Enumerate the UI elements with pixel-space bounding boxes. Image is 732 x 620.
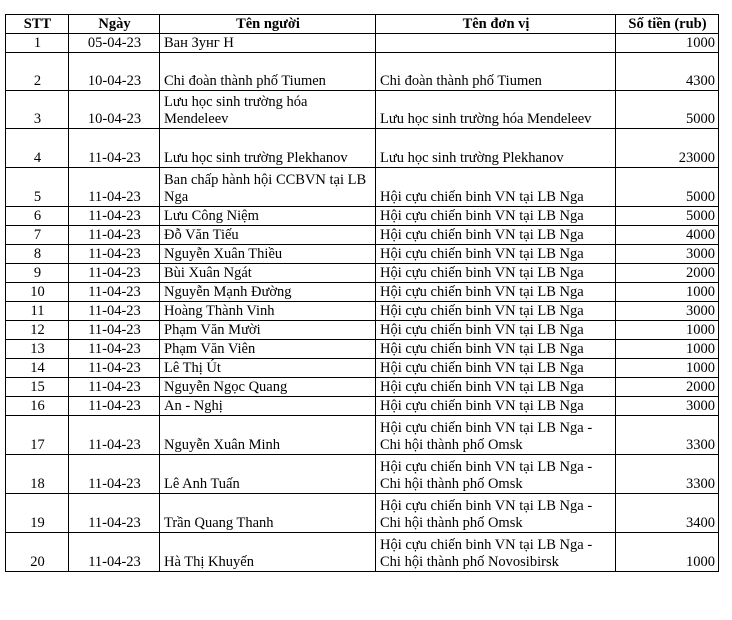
cell-name: Lưu học sinh trường hóa Mendeleev	[160, 91, 376, 129]
cell-unit: Hội cựu chiến binh VN tại LB Nga	[376, 321, 616, 340]
table-row	[6, 53, 719, 91]
cell-date: 11-04-23	[69, 455, 160, 494]
cell-name: Nguyễn Ngọc Quang	[160, 378, 376, 397]
cell-date: 11-04-23	[69, 283, 160, 302]
cell-unit: Hội cựu chiến binh VN tại LB Nga	[376, 359, 616, 378]
table-header-row	[6, 15, 719, 34]
cell-unit: Hội cựu chiến binh VN tại LB Nga	[376, 302, 616, 321]
cell-date: 11-04-23	[69, 533, 160, 572]
cell-name: An - Nghị	[160, 397, 376, 416]
cell-stt: 5	[6, 168, 69, 207]
table-row	[6, 321, 719, 340]
cell-amount: 3400	[616, 494, 719, 533]
cell-stt: 13	[6, 340, 69, 359]
table-row	[6, 397, 719, 416]
cell-amount: 3000	[616, 245, 719, 264]
table-row	[6, 207, 719, 226]
cell-unit: Hội cựu chiến binh VN tại LB Nga	[376, 207, 616, 226]
table-row	[6, 34, 719, 53]
donation-table	[5, 14, 719, 572]
table-row	[6, 340, 719, 359]
cell-amount: 2000	[616, 264, 719, 283]
table-row	[6, 226, 719, 245]
header-stt: STT	[6, 15, 69, 34]
cell-amount: 1000	[616, 340, 719, 359]
cell-stt: 12	[6, 321, 69, 340]
cell-amount: 3000	[616, 397, 719, 416]
cell-unit: Hội cựu chiến binh VN tại LB Nga - Chi hội thành phố Novosibirsk	[376, 533, 616, 572]
header-amount: Số tiền (rub)	[616, 15, 719, 34]
cell-date: 11-04-23	[69, 416, 160, 455]
cell-stt: 8	[6, 245, 69, 264]
cell-date: 11-04-23	[69, 359, 160, 378]
table-row	[6, 91, 719, 129]
cell-stt: 6	[6, 207, 69, 226]
cell-name: Chi đoàn thành phố Tiumen	[160, 53, 376, 91]
cell-stt: 4	[6, 129, 69, 168]
cell-unit: Hội cựu chiến binh VN tại LB Nga - Chi hội thành phố Omsk	[376, 494, 616, 533]
cell-amount: 1000	[616, 283, 719, 302]
cell-date: 10-04-23	[69, 91, 160, 129]
cell-date: 11-04-23	[69, 129, 160, 168]
cell-name: Hà Thị Khuyến	[160, 533, 376, 572]
table-row	[6, 494, 719, 533]
cell-amount: 5000	[616, 207, 719, 226]
cell-stt: 16	[6, 397, 69, 416]
cell-amount: 2000	[616, 378, 719, 397]
cell-name: Bùi Xuân Ngát	[160, 264, 376, 283]
cell-stt: 10	[6, 283, 69, 302]
cell-unit: Lưu học sinh trường hóa Mendeleev	[376, 91, 616, 129]
table-row	[6, 168, 719, 207]
cell-amount: 1000	[616, 321, 719, 340]
cell-unit: Chi đoàn thành phố Tiumen	[376, 53, 616, 91]
cell-unit: Hội cựu chiến binh VN tại LB Nga	[376, 168, 616, 207]
table-row	[6, 533, 719, 572]
table-row	[6, 283, 719, 302]
cell-date: 11-04-23	[69, 397, 160, 416]
table-row	[6, 416, 719, 455]
cell-name: Lưu Công Niệm	[160, 207, 376, 226]
header-unit: Tên đơn vị	[376, 15, 616, 34]
cell-amount: 1000	[616, 34, 719, 53]
cell-name: Lê Thị Út	[160, 359, 376, 378]
cell-stt: 15	[6, 378, 69, 397]
cell-name: Hoàng Thành Vinh	[160, 302, 376, 321]
cell-stt: 2	[6, 53, 69, 91]
cell-stt: 14	[6, 359, 69, 378]
cell-stt: 7	[6, 226, 69, 245]
cell-date: 10-04-23	[69, 53, 160, 91]
cell-name: Đỗ Văn Tiếu	[160, 226, 376, 245]
cell-unit: Hội cựu chiến binh VN tại LB Nga	[376, 283, 616, 302]
cell-amount: 3300	[616, 416, 719, 455]
cell-name: Lê Anh Tuấn	[160, 455, 376, 494]
cell-stt: 17	[6, 416, 69, 455]
cell-stt: 3	[6, 91, 69, 129]
cell-unit: Hội cựu chiến binh VN tại LB Nga	[376, 226, 616, 245]
table-row	[6, 302, 719, 321]
cell-amount: 1000	[616, 359, 719, 378]
cell-unit: Hội cựu chiến binh VN tại LB Nga - Chi hội thành phố Omsk	[376, 416, 616, 455]
cell-amount: 5000	[616, 168, 719, 207]
cell-name: Nguyễn Xuân Thiều	[160, 245, 376, 264]
cell-unit: Hội cựu chiến binh VN tại LB Nga	[376, 378, 616, 397]
header-name: Tên người	[160, 15, 376, 34]
cell-date: 11-04-23	[69, 168, 160, 207]
cell-unit: Hội cựu chiến binh VN tại LB Nga - Chi hội thành phố Omsk	[376, 455, 616, 494]
cell-date: 05-04-23	[69, 34, 160, 53]
table-row	[6, 359, 719, 378]
cell-date: 11-04-23	[69, 378, 160, 397]
cell-amount: 23000	[616, 129, 719, 168]
cell-date: 11-04-23	[69, 302, 160, 321]
cell-amount: 1000	[616, 533, 719, 572]
cell-date: 11-04-23	[69, 226, 160, 245]
cell-unit: Hội cựu chiến binh VN tại LB Nga	[376, 245, 616, 264]
cell-date: 11-04-23	[69, 207, 160, 226]
cell-unit: Hội cựu chiến binh VN tại LB Nga	[376, 340, 616, 359]
cell-stt: 1	[6, 34, 69, 53]
cell-name: Ban chấp hành hội CCBVN tại LB Nga	[160, 168, 376, 207]
cell-unit	[376, 34, 616, 53]
table-row	[6, 455, 719, 494]
cell-name: Nguyễn Mạnh Đường	[160, 283, 376, 302]
cell-amount: 5000	[616, 91, 719, 129]
cell-date: 11-04-23	[69, 494, 160, 533]
cell-stt: 20	[6, 533, 69, 572]
cell-date: 11-04-23	[69, 264, 160, 283]
cell-name: Nguyễn Xuân Minh	[160, 416, 376, 455]
cell-date: 11-04-23	[69, 245, 160, 264]
cell-stt: 18	[6, 455, 69, 494]
cell-amount: 4000	[616, 226, 719, 245]
cell-name: Trần Quang Thanh	[160, 494, 376, 533]
cell-name: Lưu học sinh trường Plekhanov	[160, 129, 376, 168]
cell-name: Phạm Văn Viên	[160, 340, 376, 359]
cell-amount: 3300	[616, 455, 719, 494]
cell-stt: 11	[6, 302, 69, 321]
table-row	[6, 129, 719, 168]
cell-unit: Lưu học sinh trường Plekhanov	[376, 129, 616, 168]
cell-amount: 4300	[616, 53, 719, 91]
cell-amount: 3000	[616, 302, 719, 321]
cell-date: 11-04-23	[69, 321, 160, 340]
cell-unit: Hội cựu chiến binh VN tại LB Nga	[376, 264, 616, 283]
cell-name: Ван Зунг Н	[160, 34, 376, 53]
table-row	[6, 264, 719, 283]
table-row	[6, 378, 719, 397]
header-date: Ngày	[69, 15, 160, 34]
cell-date: 11-04-23	[69, 340, 160, 359]
cell-stt: 19	[6, 494, 69, 533]
cell-name: Phạm Văn Mười	[160, 321, 376, 340]
cell-stt: 9	[6, 264, 69, 283]
cell-unit: Hội cựu chiến binh VN tại LB Nga	[376, 397, 616, 416]
table-row	[6, 245, 719, 264]
